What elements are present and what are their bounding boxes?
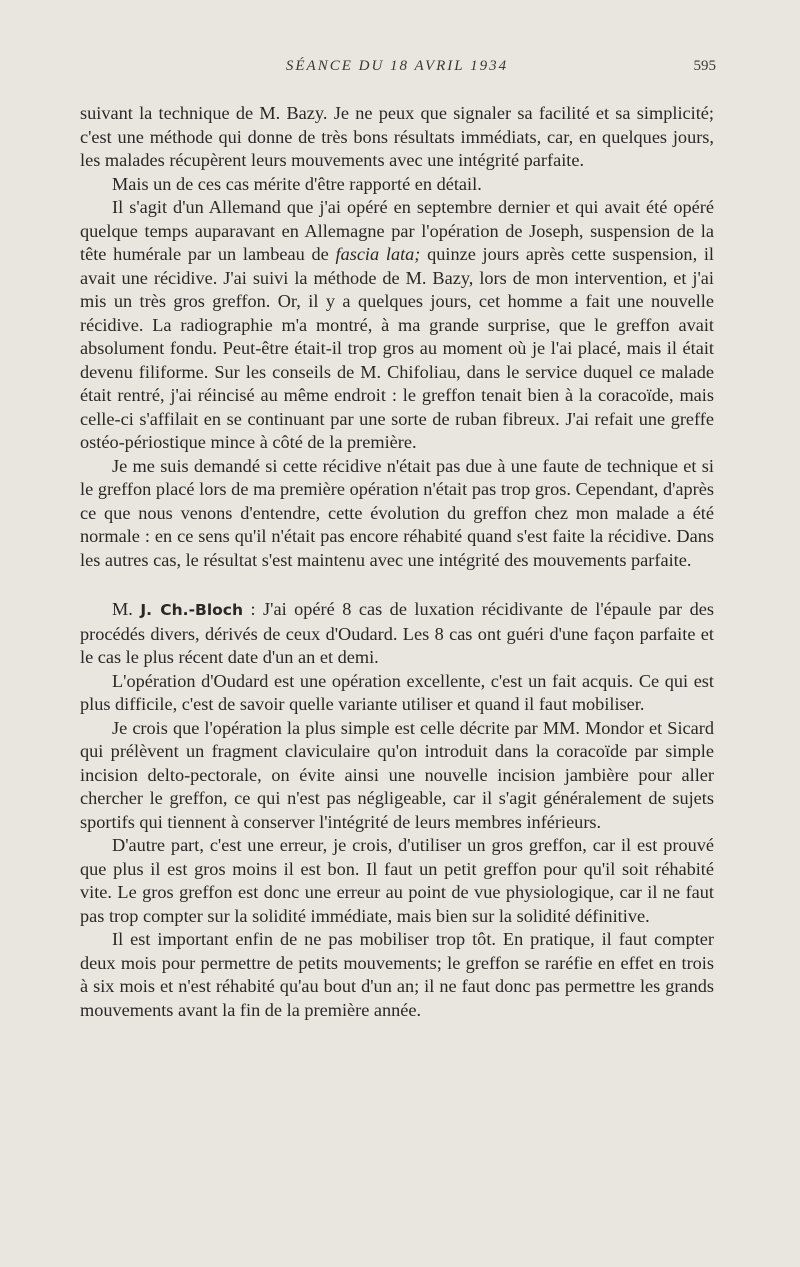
paragraph-text: : J'ai opéré 8 cas de luxation récidivante de l'épaule par des procédés divers, dérivés de ceux d'Oudard. Les 8 cas ont guéri d'une façon parfaite et le cas le plus récent date d'un an et demi. [80, 599, 714, 667]
speaker-name: J. Ch.-Bloch [140, 601, 244, 619]
latin-term: fascia lata; [335, 244, 421, 264]
page-header [80, 58, 714, 84]
speaker-prefix: M. [112, 599, 141, 619]
paragraph: D'autre part, c'est une erreur, je crois, d'utiliser un gros greffon, car il est prouvé que plus il est gros moins il est bon. Il faut un petit greffon pour qu'il soit réhabité vite. Le gros greffon est donc une erreur au point de vue physiologique, car il ne faut pas trop compter sur la solidité immédiate, mais bien sur la solidité définitive. [80, 835, 714, 926]
paragraph-continuation: suivant la technique de M. Bazy. Je ne peux que signaler sa facilité et sa simplicité; c'est une méthode qui donne de très bons résultats immédiats, car, en quelques jours, les malades récupèrent leurs mouvements avec une intégrité parfaite. [80, 103, 714, 170]
paragraph: L'opération d'Oudard est une opération excellente, c'est un fait acquis. Ce qui est plus difficile, c'est de savoir quelle variante utiliser et quand il faut mobiliser. [80, 670, 714, 714]
running-title: SÉANCE DU 18 AVRIL 1934 [285, 58, 509, 74]
speaker-paragraph [80, 598, 714, 670]
paragraph [80, 196, 714, 455]
paragraph-text: Il s'agit d'un Allemand que j'ai opéré en septembre dernier et qui avait été opéré quelque temps auparavant en Allemagne par l'opération de Joseph, suspension de la tête humérale par un lambeau de [80, 197, 714, 264]
page-number: 595 [693, 58, 716, 74]
body-text [80, 102, 714, 1022]
paragraph-text: quinze jours après cette suspension, il avait une récidive. J'ai suivi la méthode de M. Bazy, lors de mon intervention, et j'ai mis un très gros greffon. Or, il y a quelques jours, cet homme a fait une nouvelle récidive. La radiographie m'a montré, à ma grande surprise, que le greffon avait absolument fondu. Peut-être était-il trop gros au moment où je l'ai placé, mais il était devenu filiforme. Sur les conseils de M. Chifoliau, dans le service duquel ce malade était rentré, j'ai réincisé au même endroit : le greffon tenait bien à la coracoïde, mais celle-ci s'affilait en se continuant par une sorte de ruban fibreux. J'ai refait une greffe ostéo-périostique mince à côté de la première. [80, 244, 715, 452]
paragraph: Il est important enfin de ne pas mobiliser trop tôt. En pratique, il faut compter deux mois pour permettre de petits mouvements; le greffon se raréfie en effet en trois à six mois et n'est réhabité qu'au bout d'un an; il ne faut donc pas permettre les grands mouvements avant la fin de la première année. [80, 929, 714, 1020]
paragraph: Je me suis demandé si cette récidive n'était pas due à une faute de technique et si le greffon placé lors de ma première opération n'était pas trop gros. Cependant, d'après ce que nous venons d'entendre, cette évolution du greffon chez mon malade a été normale : en ce sens qu'il n'était pas encore réhabité quand s'est faite la récidive. Dans les autres cas, le résultat s'est maintenu avec une intégrité des mouvements parfaite. [80, 455, 714, 570]
paragraph: Je crois que l'opération la plus simple est celle décrite par MM. Mondor et Sicard qui prélèvent un fragment claviculaire qu'on introduit dans la coracoïde par simple incision delto-pectorale, on évite ainsi une nouvelle incision jambière pour aller chercher le greffon, ce qui n'est pas négligeable, car il s'agit généralement de sujets sportifs qui tiennent à conserver l'intégrité de leurs membres inférieurs. [80, 717, 714, 832]
paragraph: Mais un de ces cas mérite d'être rapporté en détail. [112, 173, 482, 194]
